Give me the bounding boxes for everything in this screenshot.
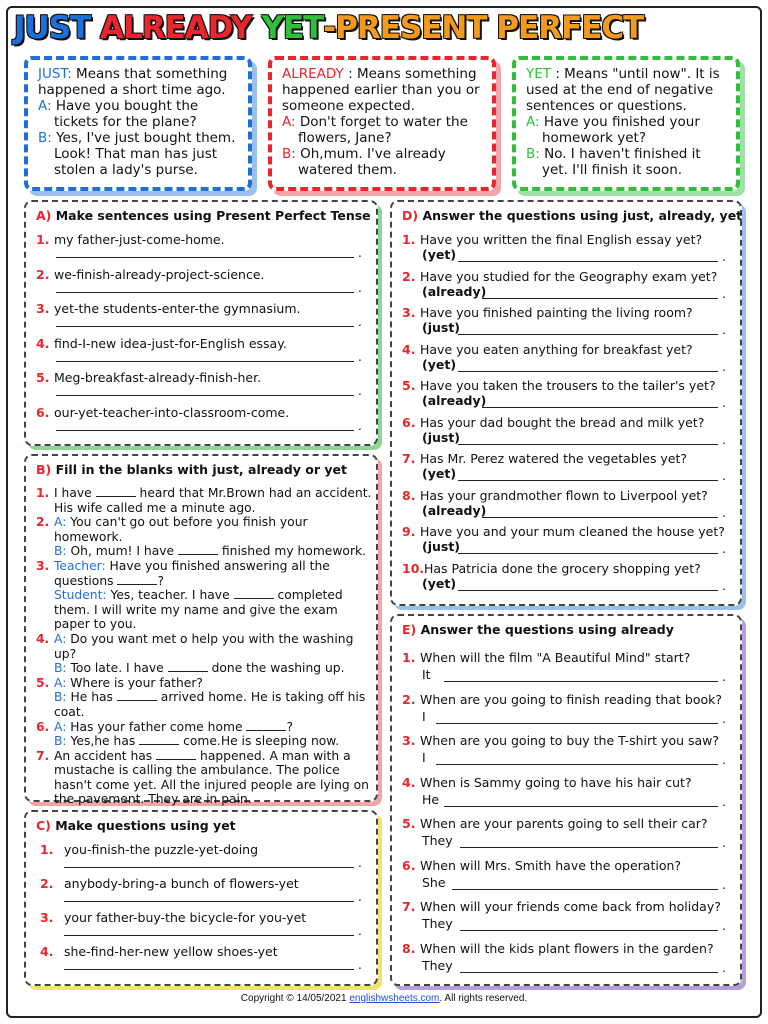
item-number: 4. (402, 341, 416, 357)
item-text: anybody-bring-a bunch of flowers-yet (64, 876, 299, 891)
item-text: we-finish-already-project-science. (54, 266, 265, 282)
example-text: No. I haven't finished it (539, 146, 701, 162)
blank-field[interactable] (168, 662, 208, 672)
answer-hint: (already) (422, 393, 487, 408)
answer-line[interactable] (64, 935, 354, 936)
period-mark: . (722, 919, 726, 933)
list-item (402, 305, 693, 320)
list-item (402, 561, 701, 576)
speaker-b: B: (54, 544, 67, 559)
question-text: When will the film "A Beautiful Mind" start? (420, 650, 691, 665)
item-text: my father-just-come-home. (54, 232, 225, 247)
item-text: An accident has (54, 748, 157, 763)
section-letter: E) (402, 622, 417, 637)
copyright-text: . All rights reserved. (439, 993, 528, 1004)
answer-hint: (just) (422, 429, 461, 445)
example-text: Have you bought the (51, 98, 199, 114)
list-item (36, 232, 225, 247)
item-text: find-I-new idea-just-for-English essay. (54, 335, 287, 351)
list-item (402, 692, 722, 707)
answer-line[interactable] (56, 292, 354, 293)
list-item (36, 749, 372, 807)
blank-field[interactable] (139, 735, 179, 745)
answer-line[interactable] (460, 930, 718, 931)
answer-start: They (422, 957, 453, 973)
list-item (402, 650, 690, 665)
answer-line[interactable] (56, 326, 354, 327)
list-item (36, 267, 265, 282)
period-mark: . (358, 418, 362, 433)
answer-hint: (just) (422, 320, 461, 335)
answer-line[interactable] (452, 889, 718, 890)
section-b (24, 454, 378, 807)
answer-line[interactable] (458, 371, 718, 372)
period-mark: . (722, 877, 726, 892)
answer-line[interactable] (458, 334, 718, 335)
list-item (402, 269, 717, 284)
example-text: Yes, I've just bought them. (51, 130, 236, 146)
answer-line[interactable] (56, 395, 354, 396)
item-number: 3. (36, 558, 50, 573)
question-text: Has your grandmother flown to Liverpool yet? (420, 487, 708, 503)
answer-start: I (422, 708, 426, 724)
list-item (402, 733, 719, 748)
item-number: 1. (402, 650, 416, 665)
item-number: 1. (40, 842, 54, 857)
item-number: 1. (36, 486, 50, 500)
question-text: When is Sammy going to have his hair cut? (420, 774, 692, 790)
answer-hint: (yet) (422, 356, 457, 372)
example-text: Don't forget to water the (295, 114, 468, 130)
answer-start: It (422, 667, 431, 682)
answer-hint: (yet) (422, 575, 457, 591)
site-link[interactable]: englishwsheets.com (349, 993, 440, 1004)
item-text: our-yet-teacher-into-classroom-come. (54, 404, 290, 420)
period-mark: . (722, 542, 726, 556)
item-text: ? (157, 573, 164, 588)
speaker-a: A: (54, 515, 67, 530)
item-text: your father-buy-the bicycle-for you-yet (64, 910, 307, 925)
answer-hint: (already) (422, 502, 487, 518)
answer-line[interactable] (64, 901, 354, 902)
section-heading-text: Make sentences using Present Perfect Tense (51, 208, 371, 223)
answer-line[interactable] (458, 444, 718, 445)
speaker-b: B: (54, 734, 67, 749)
list-item (40, 910, 306, 925)
blank-field[interactable] (156, 750, 196, 760)
answer-hint: (yet) (422, 247, 457, 262)
period-mark: . (722, 396, 726, 410)
speaker-a: A: (54, 719, 67, 734)
item-number: 3. (402, 305, 416, 320)
keyword-already: ALREADY (282, 66, 344, 82)
answer-line[interactable] (444, 806, 718, 807)
list-item (40, 944, 278, 959)
fill-in-list (36, 486, 372, 807)
item-text: Has your father come home (66, 719, 247, 734)
section-heading (36, 208, 371, 223)
item-number: 2. (36, 266, 50, 282)
list-item (36, 301, 300, 316)
speaker-a: A: (526, 114, 540, 130)
question-text: When will your friends come back from holiday? (420, 899, 721, 914)
list-item (402, 899, 721, 914)
section-heading-text: Answer the questions using just, already, yet (418, 208, 743, 223)
list-item (36, 515, 372, 559)
worksheet-title (14, 10, 754, 54)
example-text: tickets for the plane? (54, 114, 197, 130)
answer-line[interactable] (458, 261, 718, 262)
item-number: 7. (36, 748, 50, 763)
blank-field[interactable] (246, 721, 286, 731)
item-number: 2. (402, 691, 416, 707)
section-letter: B) (36, 462, 52, 477)
item-text: she-find-her-new yellow shoes-yet (64, 944, 278, 959)
question-text: Have you finished painting the living room? (420, 305, 693, 320)
list-item (36, 559, 372, 632)
answer-start: They (422, 916, 453, 931)
copyright-footer (0, 993, 768, 1004)
period-mark: . (722, 432, 726, 447)
item-text: arrived home. He is taking off his coat. (54, 690, 366, 719)
item-number: 1. (36, 232, 50, 247)
list-item (402, 488, 708, 503)
item-text: Oh, mum! I have (66, 544, 178, 559)
item-text: Meg-breakfast-already-finish-her. (54, 370, 262, 385)
blank-field[interactable] (117, 575, 157, 585)
copyright-text: Copyright © 14/05/2021 (240, 993, 350, 1004)
item-number: 5. (36, 675, 50, 690)
list-item (402, 816, 708, 831)
item-number: 6. (36, 719, 50, 734)
period-mark: . (358, 315, 362, 329)
item-text: heard that Mr.Brown had an accident. His wife called me a minute ago. (54, 486, 372, 515)
answer-hint: (just) (422, 539, 461, 554)
item-number: 3. (40, 910, 54, 925)
question-text: When are you going to finish reading that book? (420, 691, 722, 707)
item-number: 1. (402, 232, 416, 247)
question-text: Has Mr. Perez watered the vegetables yet? (420, 451, 688, 466)
item-text: Too late. I have (66, 661, 168, 676)
item-text: you-finish-the puzzle-yet-doing (64, 842, 259, 857)
speaker-student: Student: (54, 588, 107, 603)
blank-field[interactable] (178, 545, 218, 555)
question-text: When will Mrs. Smith have the operation? (420, 857, 682, 873)
answer-line[interactable] (436, 764, 718, 765)
answer-start: She (422, 874, 446, 890)
section-heading (36, 818, 236, 833)
blank-field[interactable] (117, 691, 157, 701)
title-already: ALREADY (99, 10, 252, 46)
example-text: Oh,mum. I've already (295, 146, 446, 162)
list-item (402, 775, 692, 790)
answer-line[interactable] (482, 517, 718, 518)
item-text: You can't go out before you finish your homework. (54, 515, 308, 544)
list-item (402, 232, 702, 247)
item-text: I have (54, 486, 96, 500)
period-mark: . (722, 753, 726, 767)
answer-line[interactable] (56, 361, 354, 362)
example-text: Have you finished your (539, 114, 700, 130)
period-mark: . (722, 505, 726, 520)
period-mark: . (722, 469, 726, 483)
answer-line[interactable] (64, 969, 354, 970)
speaker-a: A: (38, 98, 52, 114)
item-number: 7. (402, 451, 416, 466)
period-mark: . (358, 856, 362, 870)
title-just: JUST (14, 10, 91, 46)
definition-text: : Means something happened earlier than you or someone expected. (282, 66, 480, 114)
list-item (402, 451, 687, 466)
answer-line[interactable] (64, 867, 354, 868)
period-mark: . (722, 286, 726, 301)
question-text: Have you studied for the Geography exam yet? (420, 268, 718, 284)
period-mark: . (722, 670, 726, 684)
period-mark: . (722, 711, 726, 726)
list-item (36, 405, 289, 420)
speaker-a: A: (54, 675, 67, 690)
list-item (402, 378, 716, 393)
period-mark: . (722, 323, 726, 337)
period-mark: . (722, 794, 726, 809)
answer-line[interactable] (482, 298, 718, 299)
item-number: 10. (402, 560, 425, 576)
speaker-b: B: (526, 146, 540, 162)
blank-field[interactable] (96, 487, 136, 497)
speaker-a: A: (54, 631, 67, 646)
item-number: 8. (402, 487, 416, 503)
item-number: 9. (402, 524, 416, 539)
speaker-b: B: (282, 146, 296, 162)
period-mark: . (722, 250, 726, 264)
section-heading-text: Fill in the blanks with just, already or yet (51, 462, 347, 477)
list-item (40, 842, 258, 857)
period-mark: . (358, 349, 362, 364)
section-heading-text: Make questions using yet (50, 818, 236, 833)
item-text: happened. A man with a mustache is calling the ambulance. The police hasn't come yet. All the injured people are lying on the pavement. They are in pain. (54, 748, 369, 807)
item-text: Where is your father? (66, 675, 203, 690)
speaker-teacher: Teacher: (54, 558, 106, 573)
answer-line[interactable] (436, 723, 718, 724)
answer-line[interactable] (460, 972, 718, 973)
blank-field[interactable] (234, 589, 274, 599)
speaker-b: B: (54, 661, 67, 676)
item-text: come.He is sleeping now. (179, 734, 340, 749)
definition-yet (512, 56, 740, 191)
answer-line[interactable] (482, 407, 718, 408)
period-mark: . (722, 359, 726, 374)
title-present-perfect: -PRESENT PERFECT (323, 10, 644, 46)
item-number: 8. (402, 940, 416, 956)
speaker-a: A: (282, 114, 296, 130)
answer-line[interactable] (458, 553, 718, 554)
section-letter: C) (36, 818, 51, 833)
period-mark: . (722, 836, 726, 850)
period-mark: . (722, 960, 726, 975)
item-text: finished my homework. (218, 544, 367, 559)
item-number: 3. (36, 301, 50, 316)
answer-hint: (yet) (422, 466, 457, 481)
answer-line[interactable] (460, 847, 718, 848)
item-text: Have you finished answering all the questions (54, 558, 330, 588)
question-text: When are your parents going to sell their car? (420, 816, 708, 831)
list-item (36, 676, 372, 720)
list-item (36, 336, 287, 351)
answer-line[interactable] (458, 480, 718, 481)
speaker-b: B: (38, 130, 52, 146)
item-text: completed them. I will write my name and give the exam paper to you. (54, 588, 343, 632)
answer-line[interactable] (56, 430, 354, 431)
list-item (402, 415, 704, 430)
item-number: 4. (402, 774, 416, 790)
item-number: 2. (40, 876, 54, 891)
question-text: Have you written the final English essay yet? (420, 232, 703, 247)
question-text: Have you and your mum cleaned the house yet? (420, 524, 725, 539)
item-text: He has (66, 690, 117, 705)
example-text: stolen a lady's purse. (54, 162, 198, 178)
section-d (390, 200, 742, 606)
item-number: 6. (402, 857, 416, 873)
example-text: yet. I'll finish it soon. (542, 162, 683, 178)
item-number: 3. (402, 733, 416, 748)
section-heading (36, 462, 347, 477)
item-text: Do you want met o help you with the washing up? (54, 631, 354, 661)
item-number: 5. (402, 816, 416, 831)
list-item (402, 941, 714, 956)
answer-line[interactable] (458, 590, 718, 591)
item-text: Yes,he has (66, 734, 140, 749)
section-letter: D) (402, 208, 419, 223)
section-heading (402, 208, 742, 223)
answer-line[interactable] (444, 681, 718, 682)
period-mark: . (358, 280, 362, 295)
item-number: 4. (36, 631, 50, 646)
item-number: 2. (402, 268, 416, 284)
answer-start: They (422, 833, 453, 848)
keyword-yet: YET (526, 66, 552, 82)
item-number: 4. (40, 944, 54, 959)
keyword-just: JUST: (38, 66, 72, 82)
list-item (402, 858, 681, 873)
period-mark: . (358, 384, 362, 398)
item-number: 2. (36, 515, 50, 530)
period-mark: . (358, 958, 362, 972)
period-mark: . (722, 578, 726, 593)
item-text: yet-the students-enter-the gymnasium. (54, 301, 301, 316)
list-item (402, 342, 693, 357)
section-c (24, 810, 378, 986)
question-text: When are you going to buy the T-shirt you saw? (420, 733, 720, 748)
question-text: When will the kids plant flowers in the garden? (420, 940, 714, 956)
definition-just (24, 56, 252, 191)
definition-already (268, 56, 496, 191)
section-e (390, 614, 742, 986)
period-mark: . (358, 890, 362, 904)
example-text: flowers, Jane? (298, 130, 392, 146)
list-item (36, 486, 372, 515)
question-text: Have you eaten anything for breakfast yet? (420, 341, 693, 357)
section-a (24, 200, 378, 446)
item-number: 5. (402, 378, 416, 393)
item-text: Yes, teacher. I have (106, 588, 234, 603)
definition-text: : Means "until now". It is used at the end of negative sentences or questions. (526, 66, 720, 114)
item-text: done the washing up. (207, 661, 345, 676)
title-yet: YET (261, 10, 324, 46)
period-mark: . (358, 246, 362, 260)
item-number: 6. (36, 404, 50, 420)
example-text: Look! That man has just (54, 146, 218, 162)
question-text: Has Patricia done the grocery shopping yet? (424, 560, 701, 576)
list-item (402, 524, 725, 539)
item-number: 6. (402, 414, 416, 430)
example-text: watered them. (298, 162, 397, 178)
section-letter: A) (36, 208, 52, 223)
question-text: Have you taken the trousers to the tailer's yet? (420, 378, 716, 393)
item-number: 5. (36, 370, 50, 385)
section-heading (402, 622, 674, 637)
list-item (40, 876, 299, 891)
item-text: ? (286, 719, 293, 734)
item-number: 4. (36, 335, 50, 351)
answer-hint: (already) (422, 283, 487, 299)
list-item (36, 370, 261, 385)
item-number: 7. (402, 899, 416, 914)
list-item (36, 632, 372, 676)
definition-text: Means that something happened a short time ago. (38, 66, 228, 98)
section-heading-text: Answer the questions using already (416, 622, 674, 637)
period-mark: . (358, 924, 362, 938)
speaker-b: B: (54, 690, 67, 705)
question-text: Has your dad bought the bread and milk yet? (420, 414, 705, 430)
list-item (36, 720, 372, 749)
answer-line[interactable] (56, 257, 354, 258)
example-text: homework yet? (542, 130, 646, 146)
answer-start: He (422, 791, 440, 807)
answer-start: I (422, 750, 426, 765)
